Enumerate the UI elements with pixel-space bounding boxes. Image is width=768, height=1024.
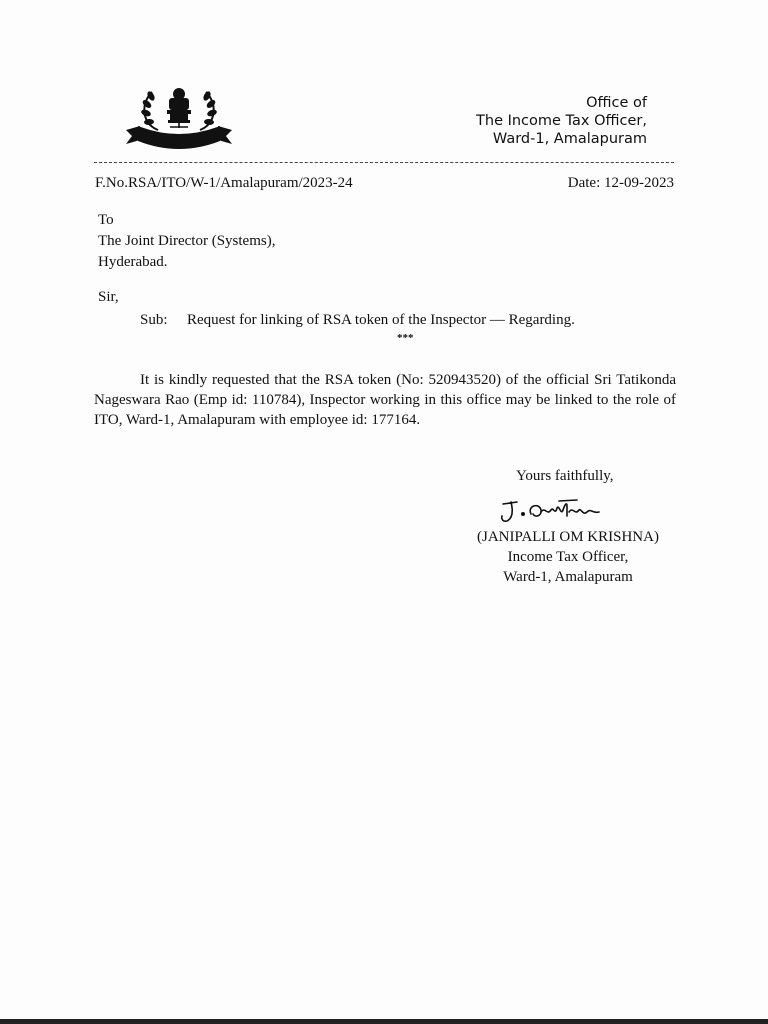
signatory-block <box>470 527 666 587</box>
signatory-name: (JANIPALLI OM KRISHNA) <box>477 529 659 545</box>
office-line-3: Ward-1, Amalapuram <box>492 131 647 147</box>
addressee-line-1: The Joint Director (Systems), <box>98 233 276 249</box>
subject-text: Request for linking of RSA token of the Inspector — Regarding. <box>187 312 575 328</box>
income-tax-department-emblem <box>118 80 240 158</box>
file-number: F.No.RSA/ITO/W-1/Amalapuram/2023-24 <box>95 175 353 191</box>
office-line-2: The Income Tax Officer, <box>476 113 647 129</box>
salutation: Sir, <box>98 289 119 305</box>
body-text: It is kindly requested that the RSA token (No: 520943520) of the official Sri Tatikonda Nageswara Rao (Emp id: 110784), Inspector working in this office may be linked to the role of ITO, Ward-1, Amalapuram with employee id: 177164. <box>94 372 676 428</box>
addressee-line-2: Hyderabad. <box>98 254 168 270</box>
subject-label: Sub: <box>140 312 168 328</box>
body-paragraph <box>94 370 676 430</box>
office-address <box>476 94 647 148</box>
subject-line <box>140 312 575 329</box>
subject-separator: *** <box>397 332 414 344</box>
scan-bottom-edge <box>0 1019 768 1024</box>
signatory-office: Ward-1, Amalapuram <box>503 569 633 585</box>
to-label: To <box>98 212 114 228</box>
letter-date: Date: 12-09-2023 <box>567 175 674 191</box>
header-divider <box>94 162 674 163</box>
handwritten-signature <box>497 494 607 528</box>
signatory-designation: Income Tax Officer, <box>507 549 629 565</box>
office-line-1: Office of <box>586 95 647 111</box>
addressee-block <box>98 210 275 273</box>
closing-phrase: Yours faithfully, <box>516 468 614 484</box>
